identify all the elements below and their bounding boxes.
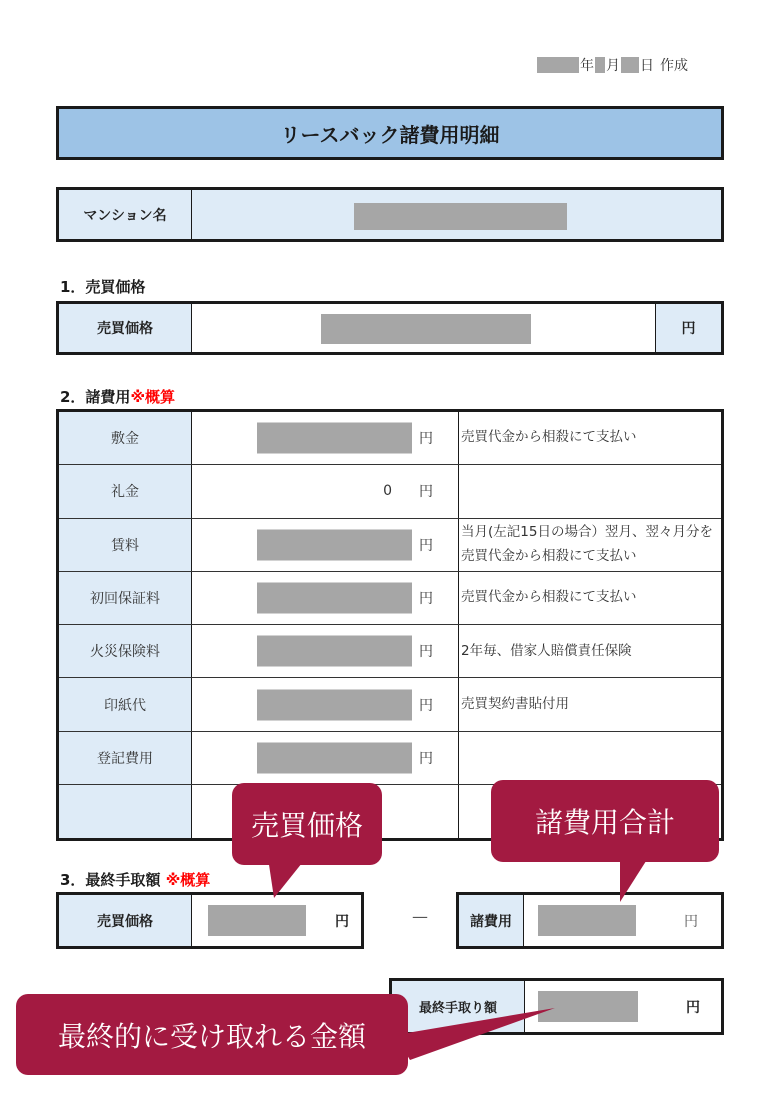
yen-unit: 円	[419, 644, 433, 661]
callout-final-amount: 最終的に受け取れる金額	[16, 994, 408, 1075]
cost-label: 礼金	[59, 465, 192, 517]
estimate-note: ※概算	[130, 388, 176, 406]
cost-note: 売買代金から相殺にて支払い	[461, 429, 637, 446]
yen-unit: 円	[335, 913, 349, 930]
yen-unit: 円	[419, 484, 433, 501]
yen-unit: 円	[419, 431, 433, 448]
yen-unit: 円	[419, 697, 433, 714]
cost-label: 賃料	[59, 519, 192, 571]
cost-label: 初回保証料	[59, 572, 192, 624]
cost-label: 登記費用	[59, 732, 192, 784]
sale-price-unit: 円	[656, 304, 721, 352]
sale-price-label: 売買価格	[59, 304, 192, 352]
section2-title: 2．諸費用	[60, 388, 131, 406]
yen-unit: 円	[419, 537, 433, 554]
final-sale-price-label: 売買価格	[59, 895, 192, 946]
cost-label: 印紙代	[59, 678, 192, 730]
section3-title: 3．最終手取額	[60, 871, 161, 889]
minus-operator: —	[412, 907, 428, 926]
month-suffix: 月	[606, 58, 620, 74]
cost-note: 売買代金から相殺にて支払い	[461, 589, 637, 606]
day-suffix: 日	[640, 58, 654, 74]
yen-unit: 円	[686, 999, 700, 1016]
final-costs-label: 諸費用	[459, 895, 524, 946]
cost-amount: 0	[383, 483, 392, 500]
callout-sale-price: 売買価格	[232, 783, 382, 865]
final-net-amount-label: 最終手取り額	[392, 981, 525, 1032]
cost-note: 売買契約書貼付用	[461, 695, 569, 712]
cost-label: 火災保険料	[59, 625, 192, 677]
cost-note: 2年毎、借家人賠償責任保険	[461, 642, 632, 659]
year-suffix: 年	[580, 58, 594, 74]
yen-unit: 円	[419, 591, 433, 608]
callout-costs-total: 諸費用合計	[491, 780, 719, 862]
created-label: 作成	[660, 58, 688, 74]
cost-label: 敷金	[59, 412, 192, 464]
document-title: リースバック諸費用明細	[56, 106, 724, 160]
mansion-name-label: マンション名	[59, 190, 192, 239]
yen-unit: 円	[419, 750, 433, 767]
section1-heading: 1．売買価格	[60, 278, 146, 296]
yen-unit: 円	[684, 913, 698, 930]
estimate-note: ※概算	[165, 871, 211, 889]
cost-note: 当月(左記15日の場合）翌月、翌々月分を売買代金から相殺にて支払い	[461, 524, 713, 564]
